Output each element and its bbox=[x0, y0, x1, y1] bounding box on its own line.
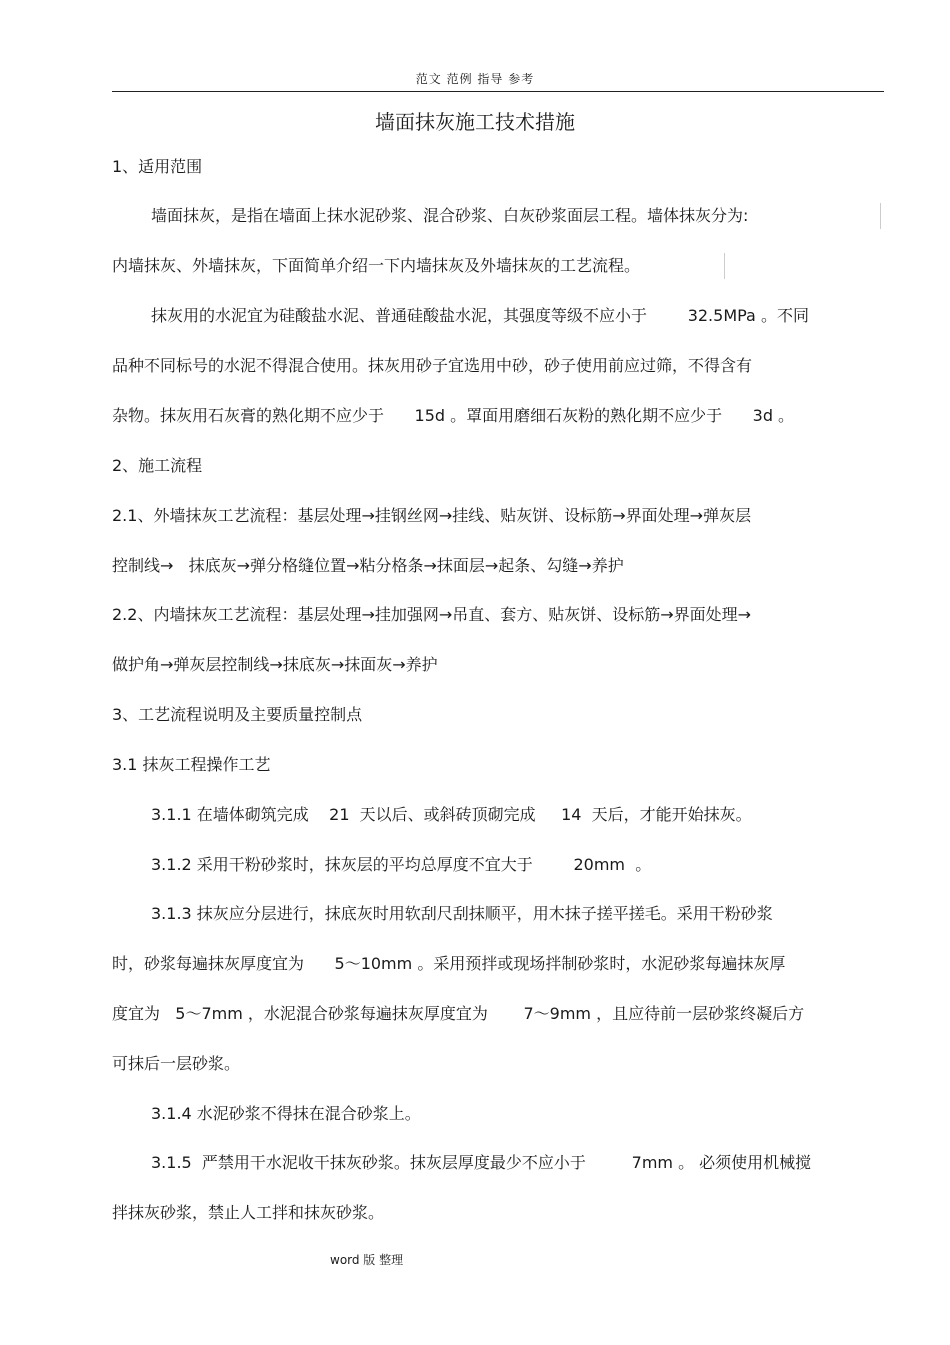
paragraph-line: 品种不同标号的水泥不得混合使用。抹灰用砂子宜选用中砂，砂子使用前应过筛，不得含有 bbox=[112, 356, 753, 375]
paragraph-line: 3.1.1 在墙体砌筑完成 21 天以后、或斜砖顶砌完成 14 天后，才能开始抹灰。 bbox=[151, 805, 752, 824]
subsection-heading: 3.1 抹灰工程操作工艺 bbox=[112, 755, 271, 774]
page-header: 范文 范例 指导 参考 bbox=[415, 72, 535, 86]
paragraph-line: 拌抹灰砂浆，禁止人工拌和抹灰砂浆。 bbox=[112, 1203, 385, 1222]
paragraph-line: 杂物。抹灰用石灰膏的熟化期不应少于 15d 。罩面用磨细石灰粉的熟化期不应少于 3d 。 bbox=[112, 406, 795, 425]
section-heading: 1、适用范围 bbox=[112, 157, 203, 176]
edit-bar bbox=[880, 203, 881, 229]
page-footer: word 版 整理 bbox=[330, 1253, 404, 1267]
paragraph-line: 时，砂浆每遍抹灰厚度宜为 5～10mm 。采用预拌或现场拌制砂浆时，水泥砂浆每遍抹灰厚 bbox=[112, 954, 786, 973]
paragraph-line: 控制线→ 抹底灰→弹分格缝位置→粘分格条→抹面层→起条、勾缝→养护 bbox=[112, 556, 624, 575]
paragraph-line: 2.1、外墙抹灰工艺流程：基层处理→挂钢丝网→挂线、贴灰饼、设标筋→界面处理→弹灰层 bbox=[112, 506, 752, 525]
document-title: 墙面抹灰施工技术措施 bbox=[375, 110, 575, 134]
paragraph-line: 做护角→弹灰层控制线→抹底灰→抹面灰→养护 bbox=[112, 655, 438, 674]
paragraph-line: 可抹后一层砂浆。 bbox=[112, 1054, 241, 1073]
header-rule bbox=[112, 91, 884, 92]
section-heading: 3、工艺流程说明及主要质量控制点 bbox=[112, 705, 363, 724]
paragraph-line: 3.1.2 采用干粉砂浆时，抹灰层的平均总厚度不宜大于 20mm 。 bbox=[151, 855, 652, 874]
paragraph-line: 内墙抹灰、外墙抹灰，下面简单介绍一下内墙抹灰及外墙抹灰的工艺流程。 bbox=[112, 256, 641, 275]
edit-bar bbox=[724, 253, 725, 279]
paragraph-line: 3.1.4 水泥砂浆不得抹在混合砂浆上。 bbox=[151, 1104, 421, 1123]
paragraph-line: 抹灰用的水泥宜为硅酸盐水泥、普通硅酸盐水泥，其强度等级不应小于 32.5MPa 。不同 bbox=[151, 306, 809, 325]
section-heading: 2、施工流程 bbox=[112, 456, 203, 475]
paragraph-line: 2.2、内墙抹灰工艺流程：基层处理→挂加强网→吊直、套方、贴灰饼、设标筋→界面处理→ bbox=[112, 605, 752, 624]
paragraph-line: 3.1.3 抹灰应分层进行，抹底灰时用软刮尺刮抹顺平，用木抹子搓平搓毛。采用干粉砂浆 bbox=[151, 904, 773, 923]
paragraph-line: 度宜为 5～7mm ，水泥混合砂浆每遍抹灰厚度宜为 7～9mm ，且应待前一层砂浆终凝后方 bbox=[112, 1004, 805, 1023]
paragraph-line: 3.1.5 严禁用干水泥收干抹灰砂浆。抹灰层厚度最少不应小于 7mm 。 必须使用机械搅 bbox=[151, 1153, 812, 1172]
paragraph-line: 墙面抹灰，是指在墙面上抹水泥砂浆、混合砂浆、白灰砂浆面层工程。墙体抹灰分为: bbox=[151, 206, 749, 225]
